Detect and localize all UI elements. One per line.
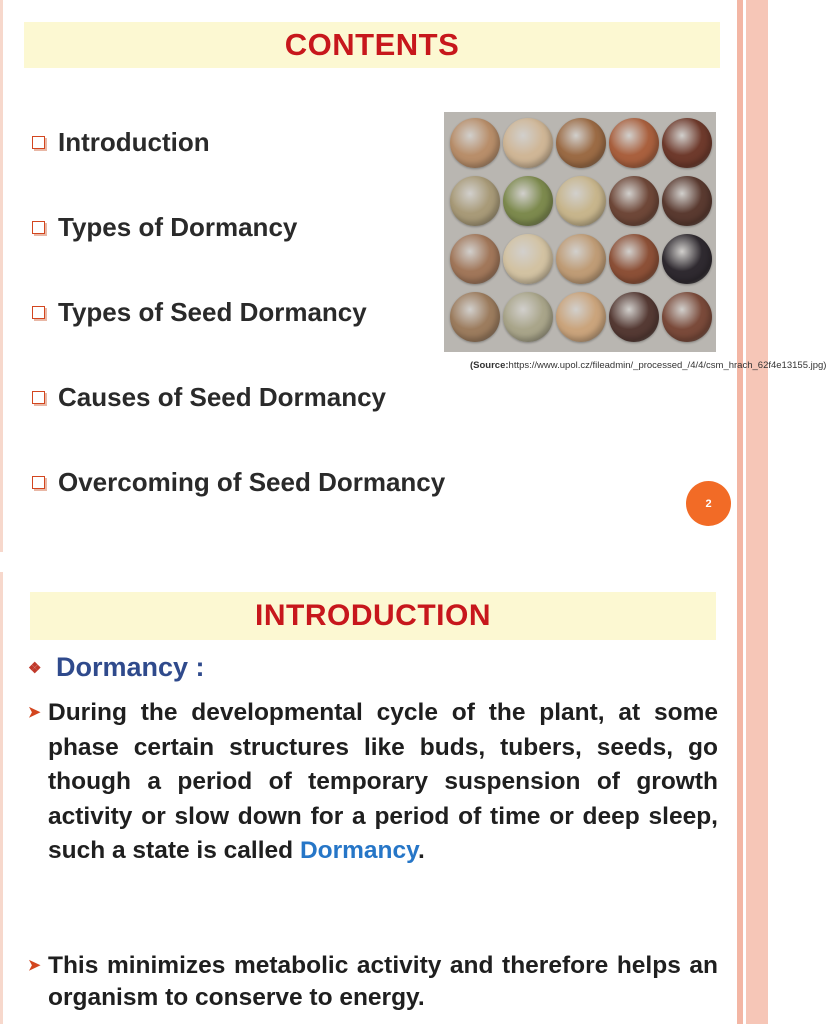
toc-item-causes-of-seed-dormancy[interactable]: Causes of Seed Dormancy bbox=[28, 373, 445, 421]
dormancy-definition-paragraph: ➤ During the developmental cycle of the plant, at some phase certain structures like buds, tubers, seeds, go though a period of temporary suspension of growth activity or slow down for a period of time or deep sleep, such a state is called Dormancy. bbox=[24, 696, 718, 869]
seed-dish bbox=[662, 234, 712, 284]
seed-dish bbox=[556, 176, 606, 226]
toc-item-overcoming-of-seed-dormancy[interactable]: Overcoming of Seed Dormancy bbox=[28, 458, 445, 506]
table-of-contents bbox=[28, 118, 445, 543]
seed-dish bbox=[450, 292, 500, 342]
page-number-badge: 2 bbox=[686, 481, 731, 526]
contents-title: CONTENTS bbox=[24, 22, 720, 68]
seed-dish bbox=[609, 234, 659, 284]
square-bullet-icon bbox=[32, 136, 45, 149]
seed-dish bbox=[450, 118, 500, 168]
metabolic-activity-paragraph: ➤ This minimizes metabolic activity and therefore helps an organism to conserve to energy. bbox=[28, 952, 718, 1011]
square-bullet-icon bbox=[32, 221, 45, 234]
seed-dish bbox=[450, 176, 500, 226]
introduction-title: INTRODUCTION bbox=[30, 592, 716, 640]
seed-dish bbox=[662, 176, 712, 226]
seed-dish bbox=[450, 234, 500, 284]
seed-dish bbox=[503, 176, 553, 226]
diamond-bullet-icon: ❖ bbox=[28, 659, 42, 677]
seed-dish bbox=[503, 292, 553, 342]
seed-dish bbox=[556, 292, 606, 342]
slide-separator bbox=[0, 552, 734, 572]
square-bullet-icon bbox=[32, 306, 45, 319]
seed-dish bbox=[609, 176, 659, 226]
seed-dish bbox=[503, 118, 553, 168]
seed-dish bbox=[503, 234, 553, 284]
toc-item-types-of-dormancy[interactable]: Types of Dormancy bbox=[28, 203, 445, 251]
arrow-bullet-icon: ➤ bbox=[28, 957, 41, 974]
seed-dish bbox=[662, 118, 712, 168]
arrow-bullet-icon: ➤ bbox=[28, 704, 41, 721]
toc-item-types-of-seed-dormancy[interactable]: Types of Seed Dormancy bbox=[28, 288, 445, 336]
square-bullet-icon bbox=[32, 391, 45, 404]
square-bullet-icon bbox=[32, 476, 45, 489]
seed-dish bbox=[662, 292, 712, 342]
seed-dish bbox=[609, 292, 659, 342]
left-border bbox=[0, 0, 8, 1024]
right-decorative-stripes bbox=[734, 0, 768, 1024]
dormancy-heading: ❖ Dormancy : bbox=[28, 652, 205, 682]
seed-dish bbox=[556, 118, 606, 168]
image-source-caption: (Source:https://www.upol.cz/fileadmin/_processed_/4/4/csm_hrach_62f4e13155.jpg) bbox=[470, 360, 826, 371]
dormancy-highlight: Dormancy bbox=[299, 837, 418, 865]
seed-dishes-image bbox=[444, 112, 716, 352]
toc-item-introduction[interactable]: Introduction bbox=[28, 118, 445, 166]
seed-dish bbox=[556, 234, 606, 284]
seed-dish bbox=[609, 118, 659, 168]
